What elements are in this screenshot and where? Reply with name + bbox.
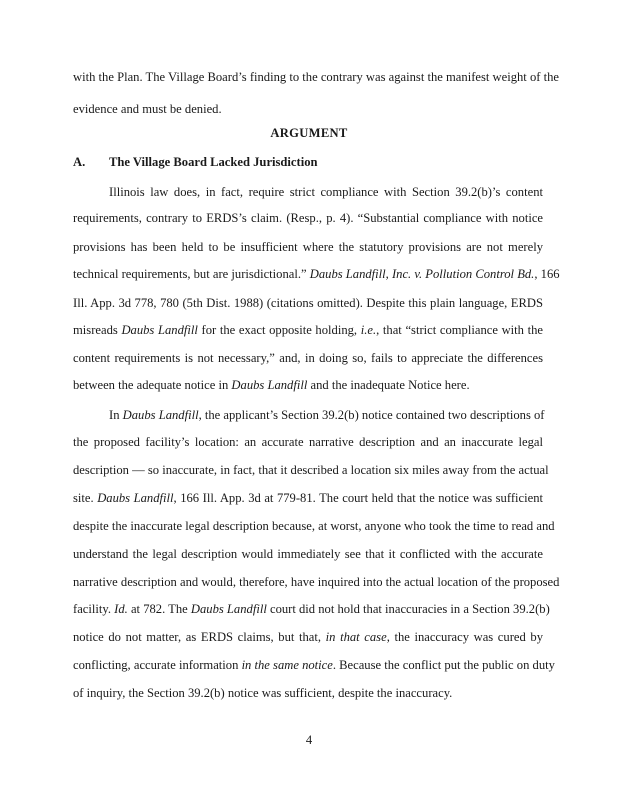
para1-line-8: between the adequate notice in Daubs Landfill and the inadequate Notice here. xyxy=(73,378,470,392)
para2-line-9: notice do not matter, as ERDS claims, but that, in that case, the inaccuracy was cured by xyxy=(73,630,543,644)
emphasis: in that case xyxy=(325,630,387,644)
para2-line-11: of inquiry, the Section 39.2(b) notice was sufficient, despite the inaccuracy. xyxy=(73,686,453,700)
para2-line-2: the proposed facility’s location: an accurate narrative description and an inaccurate legal xyxy=(73,435,543,449)
section-letter: A. xyxy=(73,155,86,169)
para2-line-1: In Daubs Landfill, the applicant’s Section 39.2(b) notice contained two descriptions of xyxy=(109,408,545,422)
para2-line-8: facility. Id. at 782. The Daubs Landfill court did not hold that inaccuracies in a Section 39.2(b) xyxy=(73,602,550,616)
para2-line-5: despite the inaccurate legal description because, at worst, anyone who took the time to read and xyxy=(73,519,555,533)
para1-line-2: requirements, contrary to ERDS’s claim. (Resp., p. 4). “Substantial compliance with notice xyxy=(73,211,543,225)
para2-line-6: understand the legal description would immediately see that it conflicted with the accurate xyxy=(73,547,543,561)
case-citation: Daubs Landfill xyxy=(231,378,308,392)
case-citation: Daubs Landfill xyxy=(97,491,174,505)
para1-line-5: Ill. App. 3d 778, 780 (5th Dist. 1988) (citations omitted). Despite this plain language, ERDS xyxy=(73,296,543,310)
emphasis: in the same notice xyxy=(241,658,333,672)
para2-line-7: narrative description and would, therefore, have inquired into the actual location of the proposed xyxy=(73,575,560,589)
para2-line-4: site. Daubs Landfill, 166 Ill. App. 3d at 779-81. The court held that the notice was sufficient xyxy=(73,491,543,505)
case-citation: Daubs Landfill xyxy=(122,408,199,422)
page-number: 4 xyxy=(305,733,313,747)
intro-line-2: evidence and must be denied. xyxy=(73,102,222,116)
para2-line-10: conflicting, accurate information in the same notice. Because the conflict put the public on duty xyxy=(73,658,555,672)
case-citation: Daubs Landfill xyxy=(121,323,198,337)
para2-line-3: description — so inaccurate, in fact, that it described a location six miles away from the actual xyxy=(73,463,549,477)
para1-line-3: provisions has been held to be insufficient where the statutory provisions are not merely xyxy=(73,240,543,254)
para1-line-4: technical requirements, but are jurisdictional.” Daubs Landfill, Inc. v. Pollution Control Bd., 166 xyxy=(73,267,560,281)
id-citation: Id. xyxy=(114,602,128,616)
intro-line-1: with the Plan. The Village Board’s finding to the contrary was against the manifest weight of the xyxy=(73,70,559,84)
ie-abbrev: i.e. xyxy=(360,323,377,337)
argument-heading: ARGUMENT xyxy=(270,126,348,140)
para1-line-6: misreads Daubs Landfill for the exact opposite holding, i.e., that “strict compliance with the xyxy=(73,323,543,337)
section-title: The Village Board Lacked Jurisdiction xyxy=(109,155,318,169)
para1-line-1: Illinois law does, in fact, require strict compliance with Section 39.2(b)’s content xyxy=(109,185,543,199)
case-citation: Daubs Landfill, Inc. v. Pollution Control Bd. xyxy=(309,267,535,281)
para1-line-7: content requirements is not necessary,” and, in doing so, fails to appreciate the differences xyxy=(73,351,543,365)
case-citation: Daubs Landfill xyxy=(190,602,267,616)
